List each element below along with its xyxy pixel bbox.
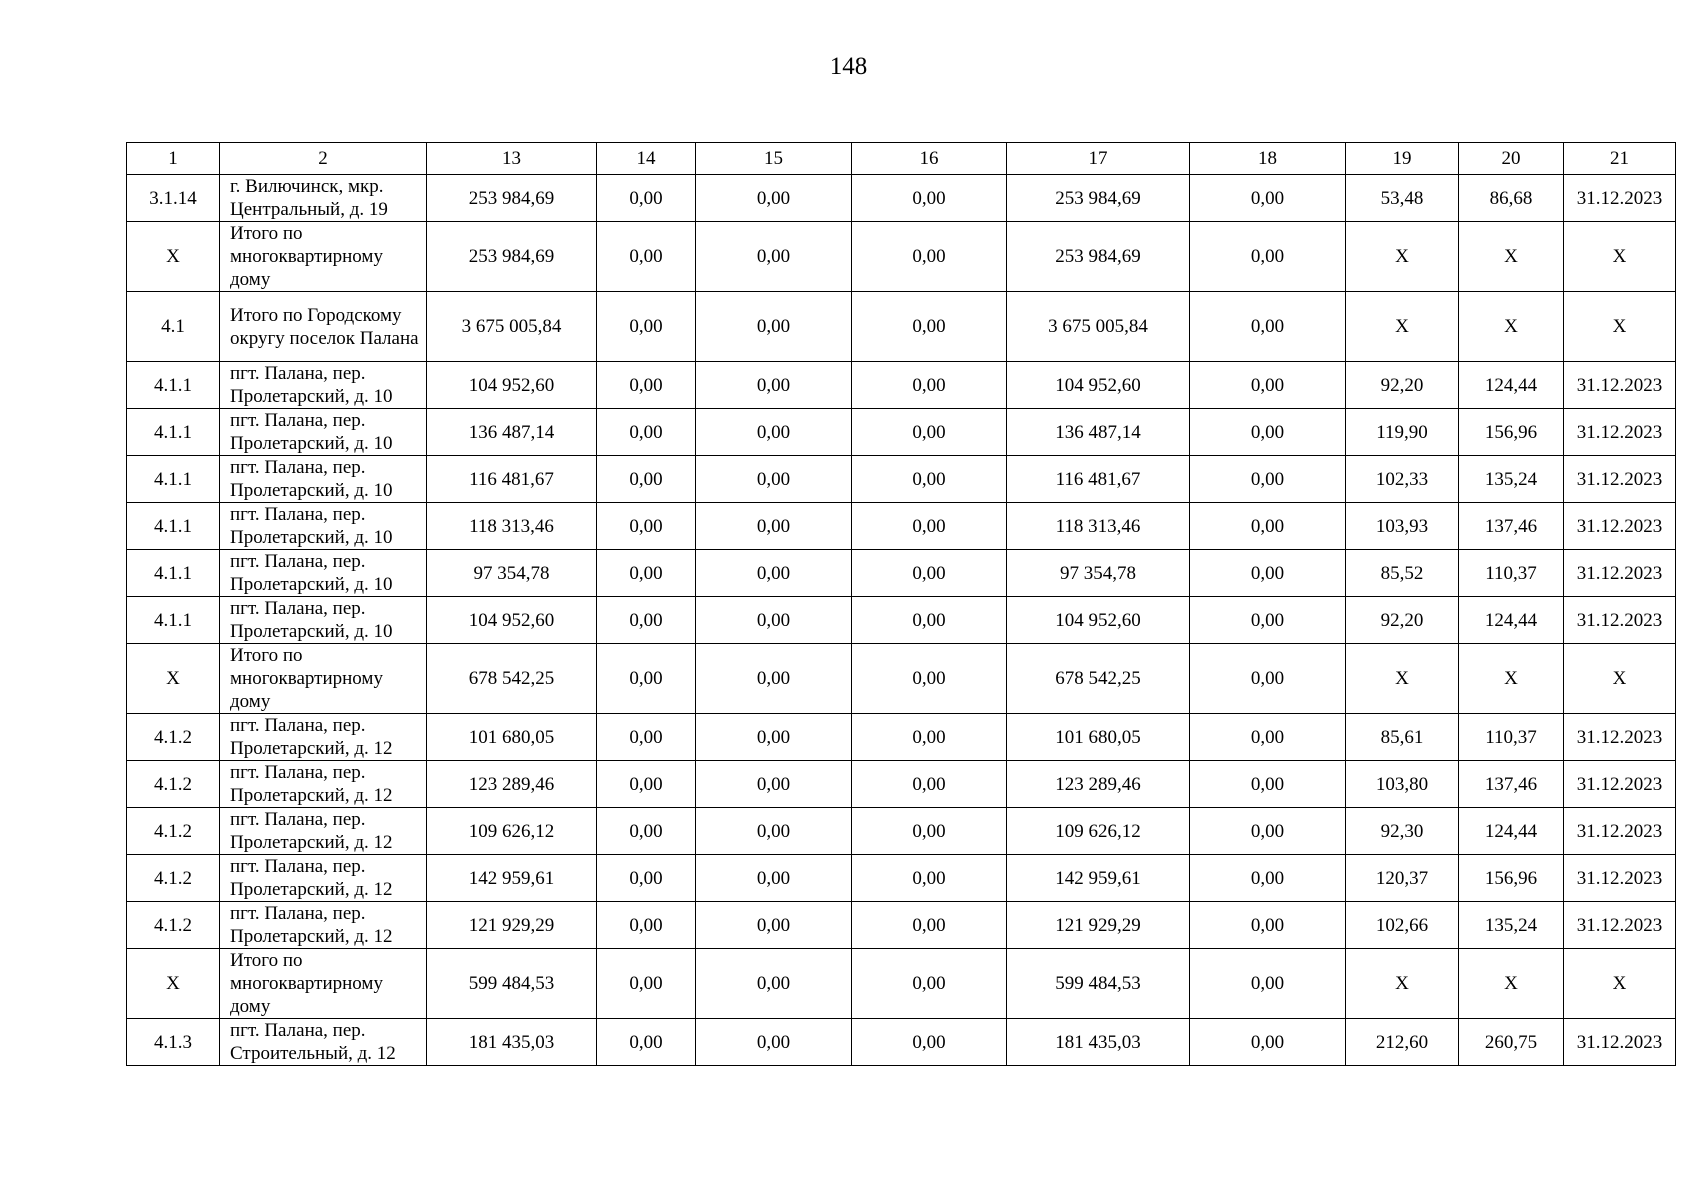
table-cell: 101 680,05 bbox=[427, 714, 597, 761]
table-cell: 135,24 bbox=[1459, 902, 1564, 949]
table-cell: 212,60 bbox=[1346, 1019, 1459, 1066]
table-cell: Итого по Городскому округу поселок Палана bbox=[220, 292, 427, 362]
table-cell: 0,00 bbox=[597, 644, 696, 714]
table-cell: 116 481,67 bbox=[427, 456, 597, 503]
data-table bbox=[126, 142, 1676, 1066]
table-cell: 142 959,61 bbox=[1007, 855, 1190, 902]
table-cell: Х bbox=[1564, 644, 1676, 714]
table-cell: 0,00 bbox=[1190, 855, 1346, 902]
table-cell: 3.1.14 bbox=[127, 175, 220, 222]
table-cell: 119,90 bbox=[1346, 409, 1459, 456]
page-number: 148 bbox=[829, 53, 868, 80]
table-cell: 0,00 bbox=[852, 503, 1007, 550]
table-cell: 0,00 bbox=[852, 550, 1007, 597]
table-cell: 0,00 bbox=[852, 175, 1007, 222]
table-cell: Х bbox=[1564, 292, 1676, 362]
table-cell: 678 542,25 bbox=[427, 644, 597, 714]
table-cell: Х bbox=[1564, 949, 1676, 1019]
table-cell: 678 542,25 bbox=[1007, 644, 1190, 714]
table-cell: 31.12.2023 bbox=[1564, 855, 1676, 902]
table-cell: 4.1.1 bbox=[127, 503, 220, 550]
table-cell: 0,00 bbox=[696, 1019, 852, 1066]
table-cell: 97 354,78 bbox=[427, 550, 597, 597]
table-cell: 0,00 bbox=[597, 503, 696, 550]
table-cell: 97 354,78 bbox=[1007, 550, 1190, 597]
table-row bbox=[127, 409, 1676, 456]
table-cell: 3 675 005,84 bbox=[427, 292, 597, 362]
table-cell: Х bbox=[1459, 222, 1564, 292]
table-row bbox=[127, 550, 1676, 597]
column-header: 1 bbox=[127, 143, 220, 175]
table-cell: 86,68 bbox=[1459, 175, 1564, 222]
table-cell: 4.1.1 bbox=[127, 550, 220, 597]
table-cell: 103,80 bbox=[1346, 761, 1459, 808]
table-cell: 104 952,60 bbox=[427, 362, 597, 409]
table-cell: 109 626,12 bbox=[1007, 808, 1190, 855]
table-cell: 0,00 bbox=[597, 714, 696, 761]
table-cell: 0,00 bbox=[1190, 362, 1346, 409]
table-row bbox=[127, 597, 1676, 644]
table-cell: 124,44 bbox=[1459, 362, 1564, 409]
table-cell: 136 487,14 bbox=[1007, 409, 1190, 456]
table-cell: 102,66 bbox=[1346, 902, 1459, 949]
table-row bbox=[127, 1019, 1676, 1066]
table-cell: 85,52 bbox=[1346, 550, 1459, 597]
table-cell: 0,00 bbox=[597, 855, 696, 902]
table-cell: 31.12.2023 bbox=[1564, 456, 1676, 503]
table-row bbox=[127, 902, 1676, 949]
column-header: 18 bbox=[1190, 143, 1346, 175]
table-cell: 4.1.2 bbox=[127, 714, 220, 761]
table-cell: 0,00 bbox=[696, 503, 852, 550]
table-cell: 0,00 bbox=[1190, 503, 1346, 550]
table-cell: 156,96 bbox=[1459, 855, 1564, 902]
table-cell: 0,00 bbox=[696, 175, 852, 222]
table-cell: 31.12.2023 bbox=[1564, 409, 1676, 456]
table-cell: 0,00 bbox=[597, 456, 696, 503]
table-cell: 135,24 bbox=[1459, 456, 1564, 503]
table-cell: Х bbox=[1459, 644, 1564, 714]
table-cell: 0,00 bbox=[597, 222, 696, 292]
table-cell: 0,00 bbox=[852, 456, 1007, 503]
table-cell: 0,00 bbox=[852, 409, 1007, 456]
table-cell: 31.12.2023 bbox=[1564, 1019, 1676, 1066]
table-cell: 137,46 bbox=[1459, 503, 1564, 550]
table-cell: 0,00 bbox=[696, 902, 852, 949]
table-cell: 116 481,67 bbox=[1007, 456, 1190, 503]
table-cell: 0,00 bbox=[852, 292, 1007, 362]
table-cell: 4.1.2 bbox=[127, 761, 220, 808]
column-header: 14 bbox=[597, 143, 696, 175]
table-cell: Х bbox=[127, 949, 220, 1019]
table-cell: 260,75 bbox=[1459, 1019, 1564, 1066]
table-cell: пгт. Палана, пер. Пролетарский, д. 12 bbox=[220, 761, 427, 808]
table-cell: 92,30 bbox=[1346, 808, 1459, 855]
table-cell: 103,93 bbox=[1346, 503, 1459, 550]
table-cell: 0,00 bbox=[852, 761, 1007, 808]
table-cell: 0,00 bbox=[696, 222, 852, 292]
table-row bbox=[127, 808, 1676, 855]
table-cell: 0,00 bbox=[696, 550, 852, 597]
table-cell: пгт. Палана, пер. Пролетарский, д. 10 bbox=[220, 456, 427, 503]
table-cell: 31.12.2023 bbox=[1564, 503, 1676, 550]
table-cell: 156,96 bbox=[1459, 409, 1564, 456]
table-cell: пгт. Палана, пер. Пролетарский, д. 12 bbox=[220, 902, 427, 949]
table-cell: Х bbox=[1346, 949, 1459, 1019]
table-cell: 110,37 bbox=[1459, 714, 1564, 761]
table-cell: Итого по многоквартирному дому bbox=[220, 949, 427, 1019]
table-cell: Х bbox=[1459, 292, 1564, 362]
table-cell: Х bbox=[1459, 949, 1564, 1019]
table-cell: 123 289,46 bbox=[427, 761, 597, 808]
table-cell: 4.1.3 bbox=[127, 1019, 220, 1066]
table-cell: 124,44 bbox=[1459, 597, 1564, 644]
table-cell: 0,00 bbox=[597, 597, 696, 644]
table-cell: пгт. Палана, пер. Пролетарский, д. 12 bbox=[220, 855, 427, 902]
table-cell: 92,20 bbox=[1346, 362, 1459, 409]
table-cell: 4.1.1 bbox=[127, 409, 220, 456]
table-cell: 0,00 bbox=[1190, 456, 1346, 503]
table-cell: Итого по многоквартирному дому bbox=[220, 222, 427, 292]
table-cell: 53,48 bbox=[1346, 175, 1459, 222]
table-cell: Итого по многоквартирному дому bbox=[220, 644, 427, 714]
table-cell: 0,00 bbox=[696, 456, 852, 503]
table-cell: Х bbox=[1346, 644, 1459, 714]
table-cell: 121 929,29 bbox=[427, 902, 597, 949]
table-cell: 0,00 bbox=[1190, 714, 1346, 761]
table-cell: 0,00 bbox=[852, 949, 1007, 1019]
table-cell: 31.12.2023 bbox=[1564, 597, 1676, 644]
table-cell: 0,00 bbox=[696, 808, 852, 855]
table-cell: 0,00 bbox=[696, 409, 852, 456]
table-cell: 181 435,03 bbox=[1007, 1019, 1190, 1066]
table-row bbox=[127, 761, 1676, 808]
table-cell: пгт. Палана, пер. Пролетарский, д. 10 bbox=[220, 362, 427, 409]
table-cell: 123 289,46 bbox=[1007, 761, 1190, 808]
table-cell: 0,00 bbox=[852, 362, 1007, 409]
table-cell: Х bbox=[1346, 222, 1459, 292]
table-cell: 0,00 bbox=[1190, 597, 1346, 644]
table-cell: 253 984,69 bbox=[1007, 175, 1190, 222]
table-cell: 0,00 bbox=[1190, 550, 1346, 597]
table-cell: 0,00 bbox=[1190, 644, 1346, 714]
table-row bbox=[127, 644, 1676, 714]
column-header: 13 bbox=[427, 143, 597, 175]
table-cell: 0,00 bbox=[597, 808, 696, 855]
table-cell: 120,37 bbox=[1346, 855, 1459, 902]
table-cell: 3 675 005,84 bbox=[1007, 292, 1190, 362]
table-cell: пгт. Палана, пер. Пролетарский, д. 10 bbox=[220, 550, 427, 597]
column-header: 21 bbox=[1564, 143, 1676, 175]
table-cell: 0,00 bbox=[852, 714, 1007, 761]
table-cell: 31.12.2023 bbox=[1564, 808, 1676, 855]
table-cell: 0,00 bbox=[597, 902, 696, 949]
table-cell: Х bbox=[127, 222, 220, 292]
table-row bbox=[127, 222, 1676, 292]
table-cell: 0,00 bbox=[696, 714, 852, 761]
table-cell: 104 952,60 bbox=[427, 597, 597, 644]
table-cell: 31.12.2023 bbox=[1564, 362, 1676, 409]
table-cell: Х bbox=[127, 644, 220, 714]
table-cell: 137,46 bbox=[1459, 761, 1564, 808]
table-cell: 0,00 bbox=[1190, 949, 1346, 1019]
table-cell: 0,00 bbox=[1190, 808, 1346, 855]
table-cell: 0,00 bbox=[1190, 761, 1346, 808]
table-cell: 0,00 bbox=[1190, 292, 1346, 362]
table-cell: 0,00 bbox=[597, 292, 696, 362]
table-cell: 253 984,69 bbox=[1007, 222, 1190, 292]
table-cell: 121 929,29 bbox=[1007, 902, 1190, 949]
table-cell: 92,20 bbox=[1346, 597, 1459, 644]
table-cell: 101 680,05 bbox=[1007, 714, 1190, 761]
table-cell: 0,00 bbox=[696, 761, 852, 808]
table-cell: 118 313,46 bbox=[1007, 503, 1190, 550]
table-cell: Х bbox=[1564, 222, 1676, 292]
table-cell: 0,00 bbox=[696, 644, 852, 714]
table-cell: 0,00 bbox=[852, 644, 1007, 714]
table-cell: 0,00 bbox=[852, 902, 1007, 949]
table-cell: пгт. Палана, пер. Пролетарский, д. 10 bbox=[220, 503, 427, 550]
table-cell: 0,00 bbox=[852, 855, 1007, 902]
table-cell: пгт. Палана, пер. Строительный, д. 12 bbox=[220, 1019, 427, 1066]
table-row bbox=[127, 456, 1676, 503]
table-cell: пгт. Палана, пер. Пролетарский, д. 12 bbox=[220, 714, 427, 761]
table-cell: 118 313,46 bbox=[427, 503, 597, 550]
table-cell: 0,00 bbox=[852, 1019, 1007, 1066]
table-row bbox=[127, 175, 1676, 222]
table-cell: 4.1.2 bbox=[127, 902, 220, 949]
table-cell: 4.1.1 bbox=[127, 456, 220, 503]
table-cell: 0,00 bbox=[597, 409, 696, 456]
table-cell: 0,00 bbox=[1190, 1019, 1346, 1066]
column-header: 20 bbox=[1459, 143, 1564, 175]
column-header: 2 bbox=[220, 143, 427, 175]
table-cell: 0,00 bbox=[597, 949, 696, 1019]
table-cell: г. Вилючинск, мкр. Центральный, д. 19 bbox=[220, 175, 427, 222]
table-cell: пгт. Палана, пер. Пролетарский, д. 10 bbox=[220, 597, 427, 644]
table-cell: пгт. Палана, пер. Пролетарский, д. 12 bbox=[220, 808, 427, 855]
table-cell: 31.12.2023 bbox=[1564, 714, 1676, 761]
table-cell: 0,00 bbox=[696, 949, 852, 1019]
table-cell: 0,00 bbox=[852, 597, 1007, 644]
table-cell: 104 952,60 bbox=[1007, 362, 1190, 409]
table-cell: 85,61 bbox=[1346, 714, 1459, 761]
table-cell: 0,00 bbox=[696, 855, 852, 902]
table-cell: 0,00 bbox=[597, 175, 696, 222]
table-row bbox=[127, 855, 1676, 902]
table-row bbox=[127, 362, 1676, 409]
column-header: 15 bbox=[696, 143, 852, 175]
table-row bbox=[127, 292, 1676, 362]
table-cell: 31.12.2023 bbox=[1564, 902, 1676, 949]
table-cell: 0,00 bbox=[696, 292, 852, 362]
table-cell: 4.1.2 bbox=[127, 808, 220, 855]
table-cell: 31.12.2023 bbox=[1564, 550, 1676, 597]
table-cell: 4.1.1 bbox=[127, 597, 220, 644]
table-cell: 0,00 bbox=[597, 761, 696, 808]
column-header: 19 bbox=[1346, 143, 1459, 175]
table-cell: 0,00 bbox=[1190, 409, 1346, 456]
table-cell: 0,00 bbox=[1190, 222, 1346, 292]
table-cell: 253 984,69 bbox=[427, 222, 597, 292]
table-cell: 0,00 bbox=[852, 222, 1007, 292]
table-cell: 0,00 bbox=[1190, 902, 1346, 949]
table-cell: 4.1.1 bbox=[127, 362, 220, 409]
table-cell: 599 484,53 bbox=[427, 949, 597, 1019]
table-cell: 4.1.2 bbox=[127, 855, 220, 902]
table-cell: 0,00 bbox=[696, 597, 852, 644]
table-cell: 0,00 bbox=[1190, 175, 1346, 222]
table-cell: 0,00 bbox=[597, 1019, 696, 1066]
table-cell: 0,00 bbox=[852, 808, 1007, 855]
table-cell: 0,00 bbox=[597, 362, 696, 409]
table-row bbox=[127, 714, 1676, 761]
table-cell: 104 952,60 bbox=[1007, 597, 1190, 644]
table-cell: 31.12.2023 bbox=[1564, 175, 1676, 222]
table-cell: 102,33 bbox=[1346, 456, 1459, 503]
table-cell: 0,00 bbox=[597, 550, 696, 597]
table-cell: 136 487,14 bbox=[427, 409, 597, 456]
table-cell: 599 484,53 bbox=[1007, 949, 1190, 1019]
table-header-row bbox=[127, 143, 1676, 175]
column-header: 16 bbox=[852, 143, 1007, 175]
table-cell: 4.1 bbox=[127, 292, 220, 362]
column-header: 17 bbox=[1007, 143, 1190, 175]
table-cell: пгт. Палана, пер. Пролетарский, д. 10 bbox=[220, 409, 427, 456]
table-cell: 124,44 bbox=[1459, 808, 1564, 855]
table-cell: 142 959,61 bbox=[427, 855, 597, 902]
table-cell: 0,00 bbox=[696, 362, 852, 409]
table-cell: 110,37 bbox=[1459, 550, 1564, 597]
table-cell: 31.12.2023 bbox=[1564, 761, 1676, 808]
table-cell: Х bbox=[1346, 292, 1459, 362]
table-cell: 109 626,12 bbox=[427, 808, 597, 855]
table-row bbox=[127, 503, 1676, 550]
table-cell: 181 435,03 bbox=[427, 1019, 597, 1066]
table-cell: 253 984,69 bbox=[427, 175, 597, 222]
table-row bbox=[127, 949, 1676, 1019]
